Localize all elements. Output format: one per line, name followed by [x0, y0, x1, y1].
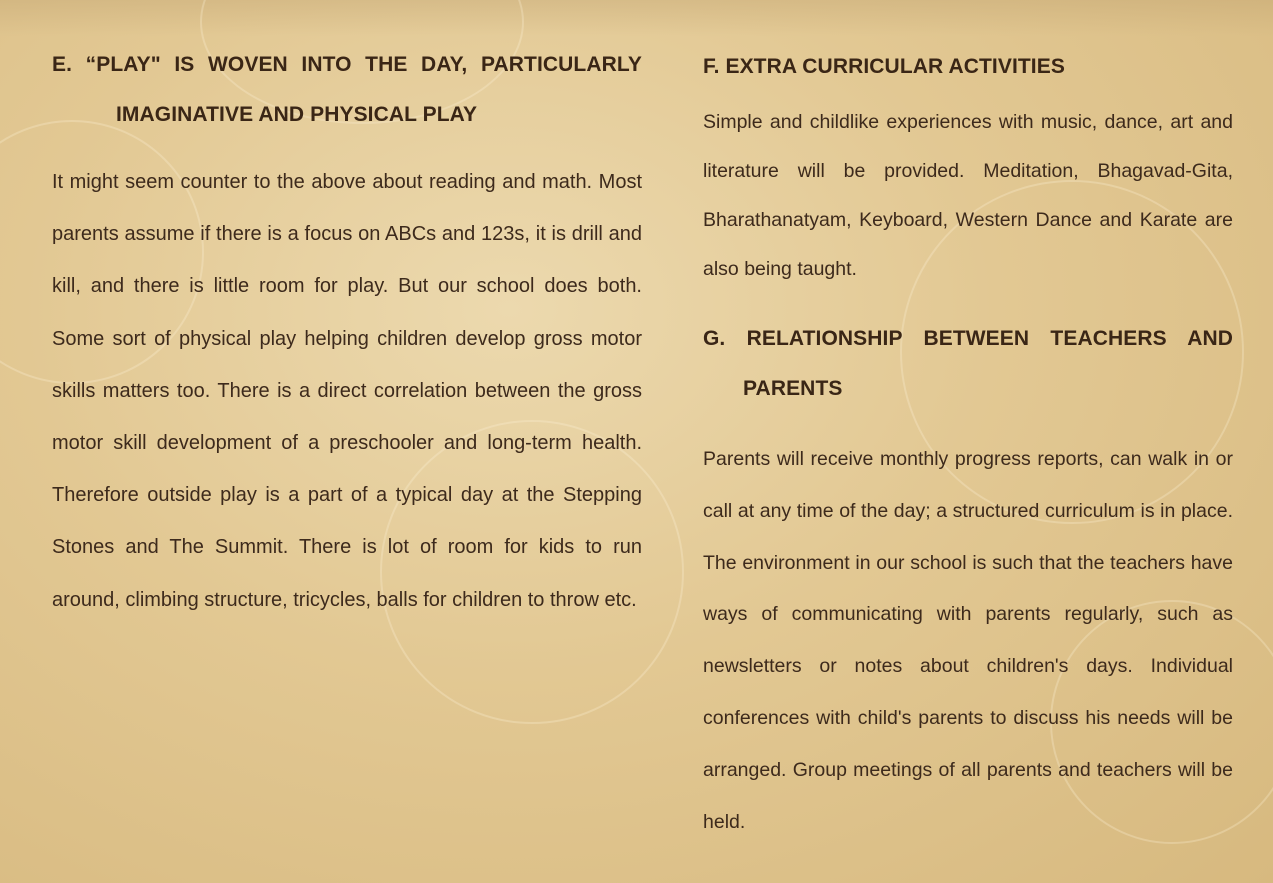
left-column [52, 0, 642, 626]
section-g-heading-line1: G. RELATIONSHIP BETWEEN TEACHERS AND [703, 327, 1233, 350]
section-f-body: Simple and childlike experiences with music, dance, art and literature will be provided. Meditation, Bhagavad-Gita, Bharathanatyam, Keyboard, Western Dance and Karate are also being taught. [703, 111, 1233, 280]
section-e-heading [52, 40, 642, 140]
section-g-heading-line2: PARENTS [743, 377, 843, 400]
section-e-body: It might seem counter to the above about reading and math. Most parents assume if there is a focus on ABCs and 123s, it is drill and kill, and there is little room for play. But our school does both. Some sort of physical play helping children develop gross motor skills matters too. There is a direct correlation between the gross motor skill development of a preschooler and long-term health. Therefore outside play is a part of a typical day at the Stepping Stones and The Summit. There is lot of room for kids to run around, climbing structure, tricycles, balls for children to throw etc. [52, 171, 642, 611]
section-f-heading: F. EXTRA CURRICULAR ACTIVITIES [703, 55, 1065, 78]
right-column [703, 0, 1233, 848]
section-g-body: Parents will receive monthly progress reports, can walk in or call at any time of the day; a structured curriculum is in place. The environment in our school is such that the teachers have ways of communicating with parents regularly, such as newsletters or notes about children's days. Individual conferences with child's parents to discuss his needs will be arranged. Group meetings of all parents and teachers will be held. [703, 448, 1233, 833]
section-e-heading-line1: E. “PLAY" IS WOVEN INTO THE DAY, PARTICULARLY [52, 53, 642, 76]
section-e-heading-line2: IMAGINATIVE AND PHYSICAL PLAY [116, 103, 478, 126]
section-g-heading [703, 314, 1233, 414]
